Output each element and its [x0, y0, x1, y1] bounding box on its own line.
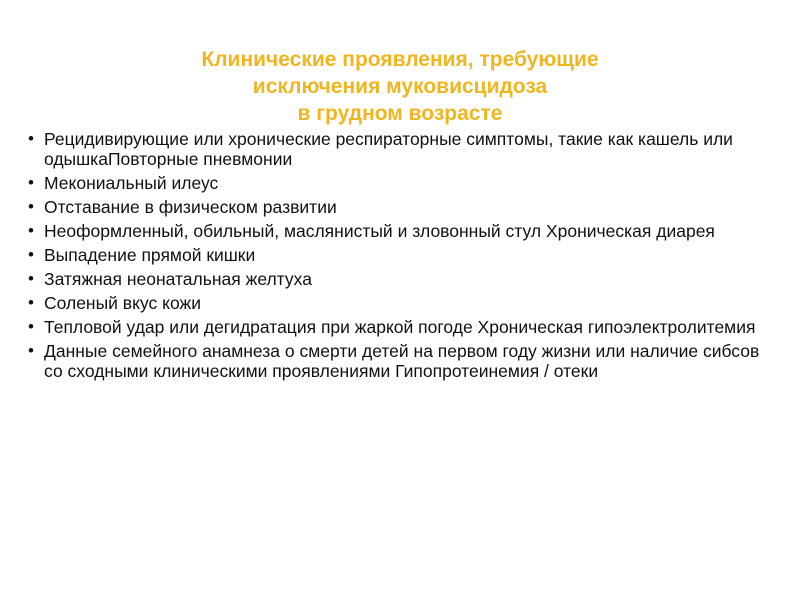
bullet-list: [28, 129, 768, 385]
bullet-item: • Соленый вкус кожи: [28, 293, 768, 313]
bullet-item: • Затяжная неонатальная желтуха: [28, 269, 768, 289]
bullet-item: • Тепловой удар или дегидратация при жаркой погоде Хроническая гипоэлектролитемия: [28, 317, 768, 337]
bullet-item: • Неоформленный, обильный, маслянистый и зловонный стул Хроническая диарея: [28, 221, 768, 241]
bullet-item: • Рецидивирующие или хронические респираторные симптомы, такие как кашель или одышкаПовторные пневмонии: [28, 129, 768, 169]
bullet-item: • Мекониальный илеус: [28, 173, 768, 193]
title-line: исключения муковисцидоза: [252, 75, 548, 98]
title-line: в грудном возрасте: [297, 102, 503, 125]
slide-title: [0, 46, 800, 127]
bullet-item: • Выпадение прямой кишки: [28, 245, 768, 265]
title-line: Клинические проявления, требующие: [201, 48, 599, 71]
bullet-item: • Отставание в физическом развитии: [28, 197, 768, 217]
bullet-item: • Данные семейного анамнеза о смерти детей на первом году жизни или наличие сибсов со сходными клиническими проявлениями Гипопротеинемия / отеки: [28, 341, 768, 381]
